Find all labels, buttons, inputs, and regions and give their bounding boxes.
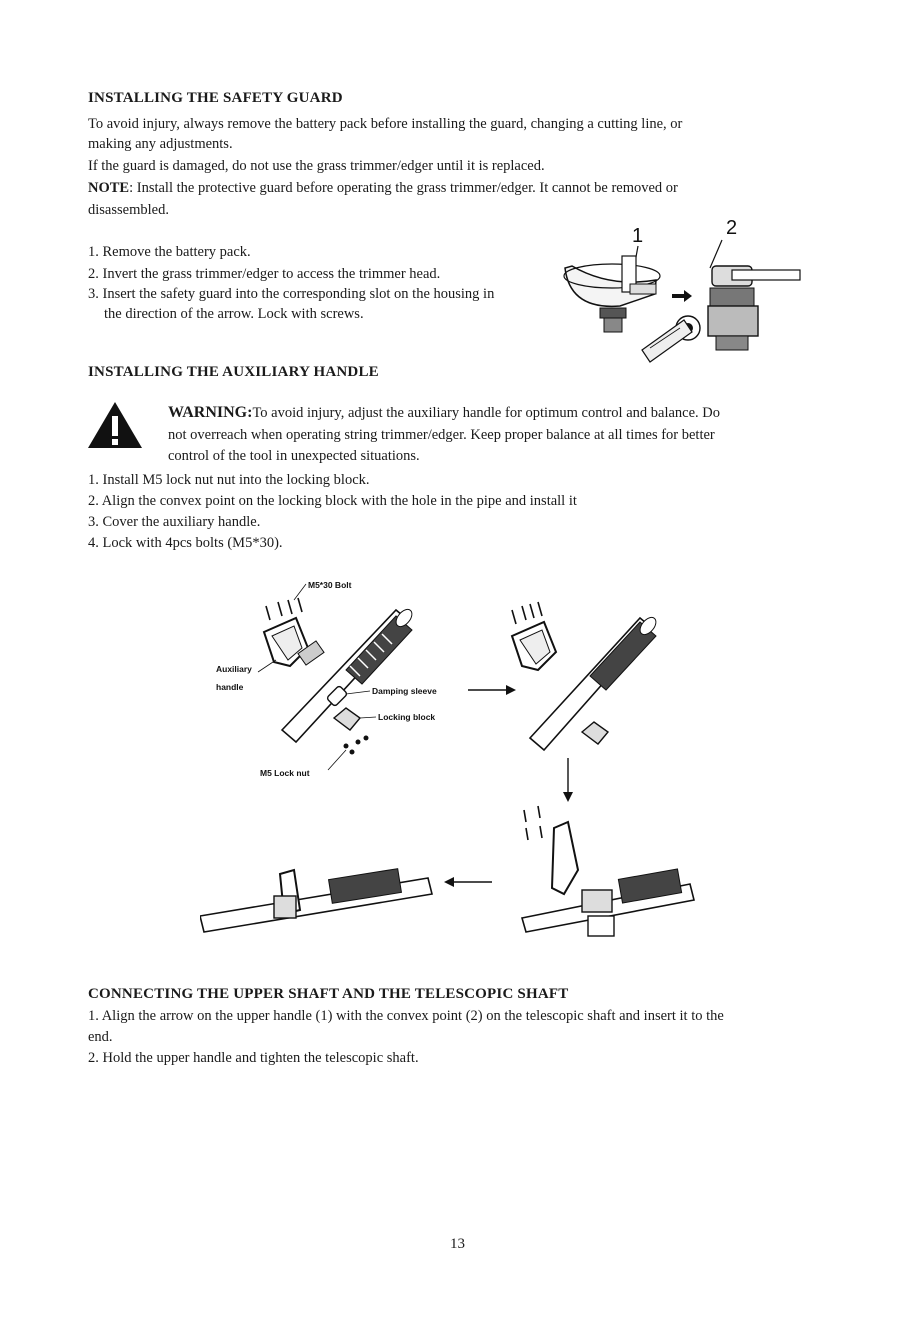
section-title-auxiliary-handle: INSTALLING THE AUXILIARY HANDLE [88,364,379,380]
warning-line-1 [168,403,720,423]
warning-line-3: control of the tool in unexpected situations. [168,448,420,464]
label-auxiliary: Auxiliary [216,664,252,674]
connect-step-1: 1. Align the arrow on the upper handle (1) with the convex point (2) on the telescopic shaft and insert it to the [88,1008,724,1024]
assembled-view [200,869,432,932]
auxiliary-handle-figure [200,570,700,950]
handle-step-3: 3. Cover the auxiliary handle. [88,514,261,530]
intro-line-2: making any adjustments. [88,136,233,152]
note-label: NOTE [88,180,130,196]
callout-2: 2 [726,217,738,239]
connect-step-1-cont: end. [88,1029,113,1045]
handle-step-4: 4. Lock with 4pcs bolts (M5*30). [88,535,283,551]
warning-line-2: not overreach when operating string trimmer/edger. Keep proper balance at all times for better [168,427,715,443]
guard-step-1: 1. Remove the battery pack. [88,244,251,260]
label-lock-nut: M5 Lock nut [260,768,310,778]
guard-step-3-cont: the direction of the arrow. Lock with screws. [104,306,364,322]
guard-step-2: 2. Invert the grass trimmer/edger to access the trimmer head. [88,266,441,282]
exploded-view [216,580,516,778]
safety-guard-figure [560,210,810,380]
handle-placed-view [512,602,659,802]
handle-step-1: 1. Install M5 lock nut nut into the locking block. [88,472,370,488]
label-damping-sleeve: Damping sleeve [372,686,437,696]
intro-line-1: To avoid injury, always remove the battery pack before installing the guard, changing a cutting line, or [88,116,683,132]
note-line-1 [88,178,678,198]
guard-step-3: 3. Insert the safety guard into the corresponding slot on the housing in [88,286,495,302]
connect-step-2: 2. Hold the upper handle and tighten the telescopic shaft. [88,1050,419,1066]
warning-icon [86,400,144,450]
section-title-safety-guard: INSTALLING THE SAFETY GUARD [88,90,343,106]
warning-text: To avoid injury, adjust the auxiliary handle for optimum control and balance. Do [252,405,721,421]
note-text: : Install the protective guard before operating the grass trimmer/edger. It cannot be removed or [129,180,678,196]
label-locking-block: Locking block [378,712,436,722]
warning-label: WARNING: [168,404,253,421]
callout-1: 1 [632,225,644,247]
label-bolt: M5*30 Bolt [308,580,352,590]
bolting-view [444,806,694,936]
section-title-connecting-shaft: CONNECTING THE UPPER SHAFT AND THE TELESCOPIC SHAFT [88,986,569,1002]
label-handle: handle [216,682,244,692]
handle-step-2: 2. Align the convex point on the locking block with the hole in the pipe and install it [88,493,577,509]
note-line-2: disassembled. [88,202,169,218]
page-number: 13 [450,1236,465,1252]
damage-line: If the guard is damaged, do not use the grass trimmer/edger until it is replaced. [88,158,545,174]
